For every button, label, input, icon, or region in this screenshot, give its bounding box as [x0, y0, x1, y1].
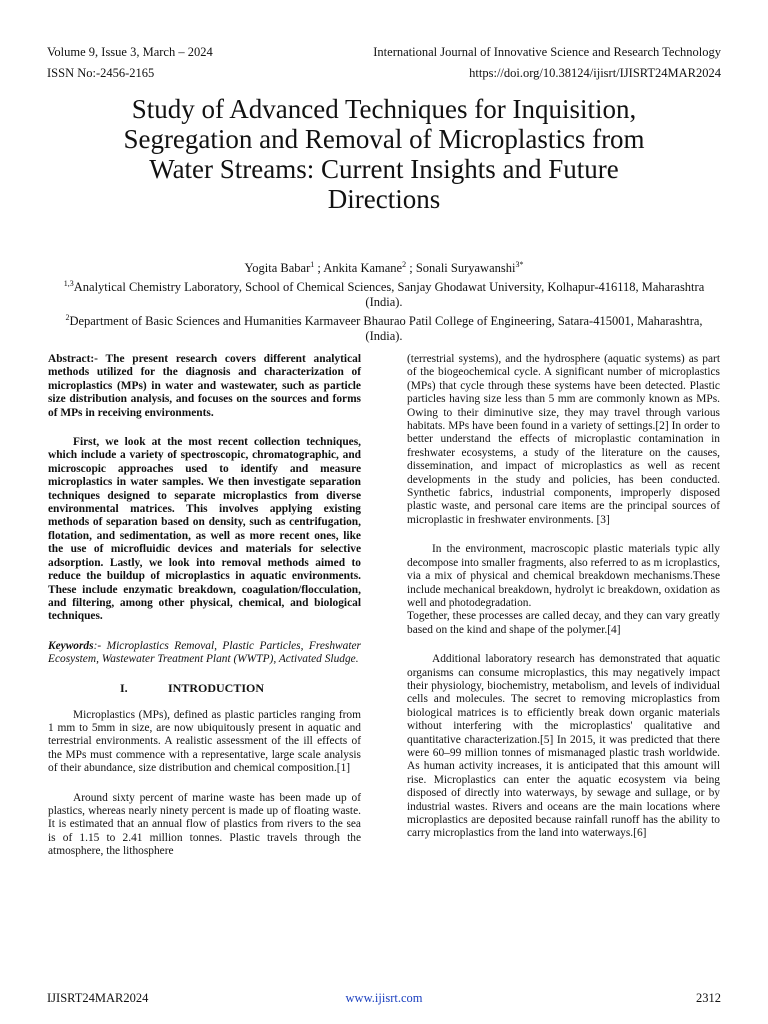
affiliation-country: (India).: [365, 295, 403, 310]
section-number: I.: [120, 680, 128, 695]
author-separator: ;: [406, 261, 416, 276]
body-paragraph: (terrestrial systems), and the hydrosphere (aquatic systems) as part of the biogeochemical cycle. A significant number of microplastics (MPs) that cycle through these systems have been detected. Plastic particles having size less than 5 mm are commonly known as MPs. Owing to their diminutive size, they may travel through various habitats. MPs have been found in a variety of settings.[2] In order to better understand the effects of microplastic contamination in freshwater ecosystems, a study of the literature on the causes, dissemination, and impact of microplastics as well as recent developments in the study and policies, has been conducted. Synthetic fabrics, industrial components, improperly disposed plastic waste, and personal care items are the principal sources of microplastic in freshwater environments. [3]: [407, 353, 720, 526]
author-block: [40, 257, 728, 344]
title-line: Segregation and Removal of Microplastics from: [123, 124, 645, 154]
author-separator: ;: [314, 261, 324, 276]
abstract-paragraph: First, we look at the most recent collection techniques, which include a variety of spectroscopic, chromatographic, and microscopic approaches used to identify and measure microplastics in water samples. We then investigate separation techniques designed to separate microplastics from diverse environmental matrices. This involves applying existing methods of separation based on density, such as centrifugation, flotation, and sedimentation, as well as more recent ones, like the use of microfluidic devices and materials for selective adsorption. Lastly, we look into removal methods aimed to reduce the buildup of microplastics in aquatic environments. These include enzymatic breakdown, coagulation/flocculation, and filtering, among other physical, chemical, and biological techniques.: [48, 436, 361, 623]
title-line: Water Streams: Current Insights and Future: [149, 154, 619, 184]
right-column: [407, 353, 720, 841]
affiliation-1: [40, 276, 728, 310]
affiliation-sup: 1,3: [63, 279, 74, 289]
author-sup: 3*: [515, 260, 524, 269]
affiliation-text: Analytical Chemistry Laboratory, School of Chemical Sciences, Sanjay Ghodawat University, Kolhapur-416118, Maharashtra: [73, 280, 705, 295]
keywords-text: :- Microplastics Removal, Plastic Particles, Freshwater Ecosystem, Wastewater Treatment Plant (WWTP), Activated Sludge.: [48, 639, 361, 666]
affiliation-sup: 2: [65, 313, 70, 323]
author-name: Ankita Kamane: [323, 261, 403, 276]
footer-site-link[interactable]: www.ijisrt.com: [345, 991, 423, 1005]
header-volume: Volume 9, Issue 3, March – 2024: [47, 45, 213, 59]
body-paragraph: Microplastics (MPs), defined as plastic particles ranging from 1 mm to 5mm in size, are now ubiquitously present in aquatic and terrestrial environments. A realistic assessment of the ill effects of the MPs must commence with a representative, large scale analysis of their abundance, size distribution and chemical composition.[1]: [48, 708, 361, 775]
keywords: [48, 640, 361, 667]
header-doi-link[interactable]: https://doi.org/10.38124/ijisrt/IJISRT24MAR2024: [469, 66, 721, 80]
author-sup: 1: [310, 260, 315, 269]
author-name: Yogita Babar: [244, 261, 311, 276]
section-heading: [48, 681, 361, 695]
author-list: [40, 257, 728, 276]
header-issn: ISSN No:-2456-2165: [47, 66, 155, 80]
affiliation-text: Department of Basic Sciences and Humanities Karmaveer Bhaurao Patil College of Engineering, Satara-415001, Maharashtra,: [69, 314, 703, 329]
header-journal: International Journal of Innovative Science and Research Technology: [373, 45, 721, 59]
title-line: Directions: [327, 184, 441, 214]
author-name: Sonali Suryawanshi: [415, 261, 516, 276]
affiliation-2: [40, 310, 728, 344]
body-paragraph: Additional laboratory research has demonstrated that aquatic organisms can consume microplastics, this may negatively impact their physiology, biochemistry, metabolism, and levels of individual cells and molecules. The secret to removing microplastics from biological matrices is to efficiently break down organic materials without interfering with the microplastics' qualitative and quantitative characterization.[5] In 2015, it was predicted that there were 60–99 million tonnes of mismanaged plastic trash worldwide. As human activity increases, it is anticipated that this amount will rise. Microplastics can enter the aquatic ecosystem via being disposed of directly into waterways, by sewage and sullage, or by industrial wastes. Rivers and oceans are the main locations where microplastics are deposited because rainfall runoff has the ability to carry microplastics from the land into waterways.[6]: [407, 653, 720, 840]
left-column: [48, 353, 361, 859]
page-number: 2312: [696, 991, 721, 1005]
abstract-paragraph: Abstract:- The present research covers different analytical methods utilized for the diagnosis and characterization of microplastics (MPs) in water and wastewater, such as particle size distribution analysis, and focuses on the sources and forms of MPs in receiving environments.: [48, 353, 361, 419]
body-paragraph: In the environment, macroscopic plastic materials typic ally decompose into smaller fragments, also referred to as m icroplastics, via a mix of physical and chemical breakdown mechanisms.These include mechanical breakdown, hydrolyt ic breakdown, oxidation as well and photodegradation.: [407, 543, 720, 609]
author-sup: 2: [402, 260, 407, 269]
keywords-label: Keywords: [48, 639, 94, 652]
body-paragraph: Around sixty percent of marine waste has been made up of plastics, whereas nearly ninety percent is made up of floating waste. It is estimated that an annual flow of plastics from rivers to the sea is of 1.15 to 2.41 million tonnes. Plastic travels through the atmosphere, the lithosphere: [48, 791, 361, 858]
affiliation-country: (India).: [365, 329, 403, 344]
title-line: Study of Advanced Techniques for Inquisition,: [131, 94, 637, 124]
footer-paper-id: IJISRT24MAR2024: [47, 991, 149, 1005]
body-paragraph: Together, these processes are called decay, and they can vary greatly based on the kind and shape of the polymer.[4]: [407, 610, 720, 636]
section-title: INTRODUCTION: [168, 680, 265, 695]
paper-title: [40, 94, 728, 214]
